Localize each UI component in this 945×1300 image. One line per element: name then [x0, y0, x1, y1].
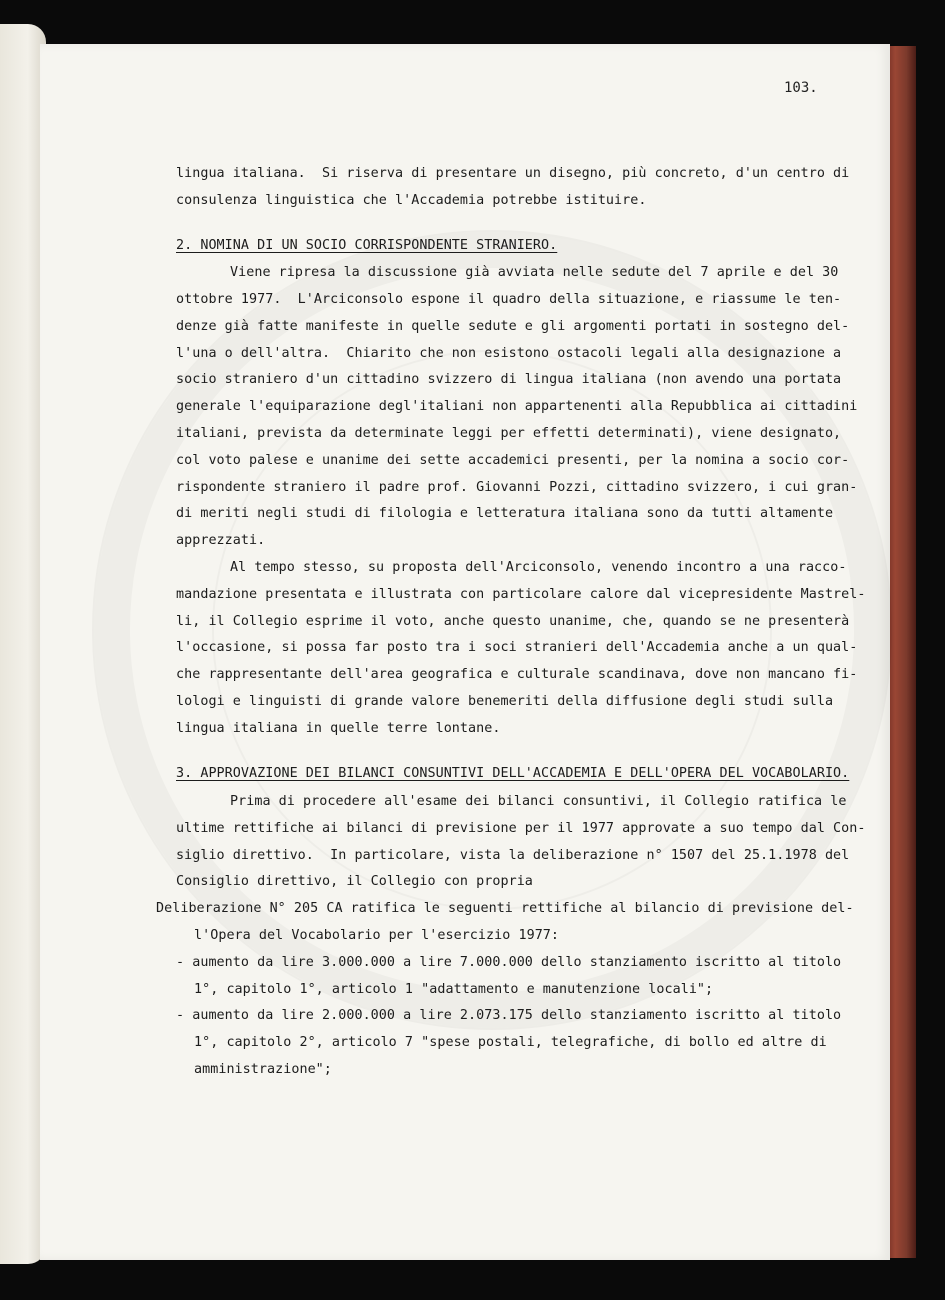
text-line: li, il Collegio esprime il voto, anche questo unanime, che, quando se ne presenterà	[176, 614, 850, 629]
text-line: apprezzati.	[176, 533, 266, 548]
text-line: Consiglio direttivo, il Collegio con propria	[176, 874, 533, 889]
text-line: col voto palese e unanime dei sette accademici presenti, per la nomina a socio cor-	[176, 453, 850, 468]
text-line: consulenza linguistica che l'Accademia potrebbe istituire.	[176, 193, 647, 208]
list-item: - aumento da lire 2.000.000 a lire 2.073.175 dello stanziamento iscritto al titolo	[176, 1008, 842, 1023]
text-line: l'occasione, si possa far posto tra i soci stranieri dell'Accademia anche a un qual-	[176, 640, 858, 655]
text-line: ottobre 1977. L'Arciconsolo espone il quadro della situazione, e riassume le ten-	[176, 292, 842, 307]
text-line: lingua italiana. Si riserva di presentare un disegno, più concreto, d'un centro di	[176, 166, 850, 181]
text-line: italiani, prevista da determinate leggi per effetti determinati), viene designato,	[176, 426, 842, 441]
list-item: - aumento da lire 3.000.000 a lire 7.000.000 dello stanziamento iscritto al titolo	[176, 955, 842, 970]
text-line: ultime rettifiche ai bilanci di previsione per il 1977 approvate a suo tempo dal Con-	[176, 821, 866, 836]
text-line: che rappresentante dell'area geografica e culturale scandinava, dove non mancano fi-	[176, 667, 858, 682]
text-line: generale l'equiparazione degl'italiani non appartenenti alla Repubblica ai cittadini	[176, 399, 858, 414]
text-line: mandazione presentata e illustrata con particolare calore dal vicepresidente Mastrel-	[176, 587, 866, 602]
text-line: rispondente straniero il padre prof. Giovanni Pozzi, cittadino svizzero, i cui gran-	[176, 480, 858, 495]
text-line: l'Opera del Vocabolario per l'esercizio 1977:	[194, 928, 560, 943]
section-heading: 3. APPROVAZIONE DEI BILANCI CONSUNTIVI DELL'ACCADEMIA E DELL'OPERA DEL VOCABOLARIO.	[176, 766, 850, 781]
text-line: socio straniero d'un cittadino svizzero di lingua italiana (non avendo una portata	[176, 372, 842, 387]
list-item-continuation: amministrazione";	[194, 1062, 332, 1077]
text-line: Viene ripresa la discussione già avviata nelle sedute del 7 aprile e del 30	[230, 265, 839, 280]
page-number: 103.	[784, 80, 818, 96]
list-item-continuation: 1°, capitolo 2°, articolo 7 "spese postali, telegrafiche, di bollo ed altre di	[194, 1035, 827, 1050]
text-line: lingua italiana in quelle terre lontane.	[176, 721, 501, 736]
text-line: siglio direttivo. In particolare, vista la deliberazione n° 1507 del 25.1.1978 del	[176, 848, 850, 863]
list-item-continuation: 1°, capitolo 1°, articolo 1 "adattamento e manutenzione locali";	[194, 982, 714, 997]
text-line: denze già fatte manifeste in quelle sedute e gli argomenti portati in sostegno del-	[176, 319, 850, 334]
text-line: Prima di procedere all'esame dei bilanci consuntivi, il Collegio ratifica le	[230, 794, 847, 809]
text-line: Al tempo stesso, su proposta dell'Arciconsolo, venendo incontro a una racco-	[230, 560, 847, 575]
text-line: Deliberazione N° 205 CA ratifica le seguenti rettifiche al bilancio di previsione del-	[156, 901, 854, 916]
text-line: l'una o dell'altra. Chiarito che non esistono ostacoli legali alla designazione a	[176, 346, 842, 361]
text-line: lologi e linguisti di grande valore benemeriti della diffusione degli studi sulla	[176, 694, 834, 709]
text-line: di meriti negli studi di filologia e letteratura italiana sono da tutti altamente	[176, 506, 834, 521]
section-heading: 2. NOMINA DI UN SOCIO CORRISPONDENTE STRANIERO.	[176, 238, 558, 253]
